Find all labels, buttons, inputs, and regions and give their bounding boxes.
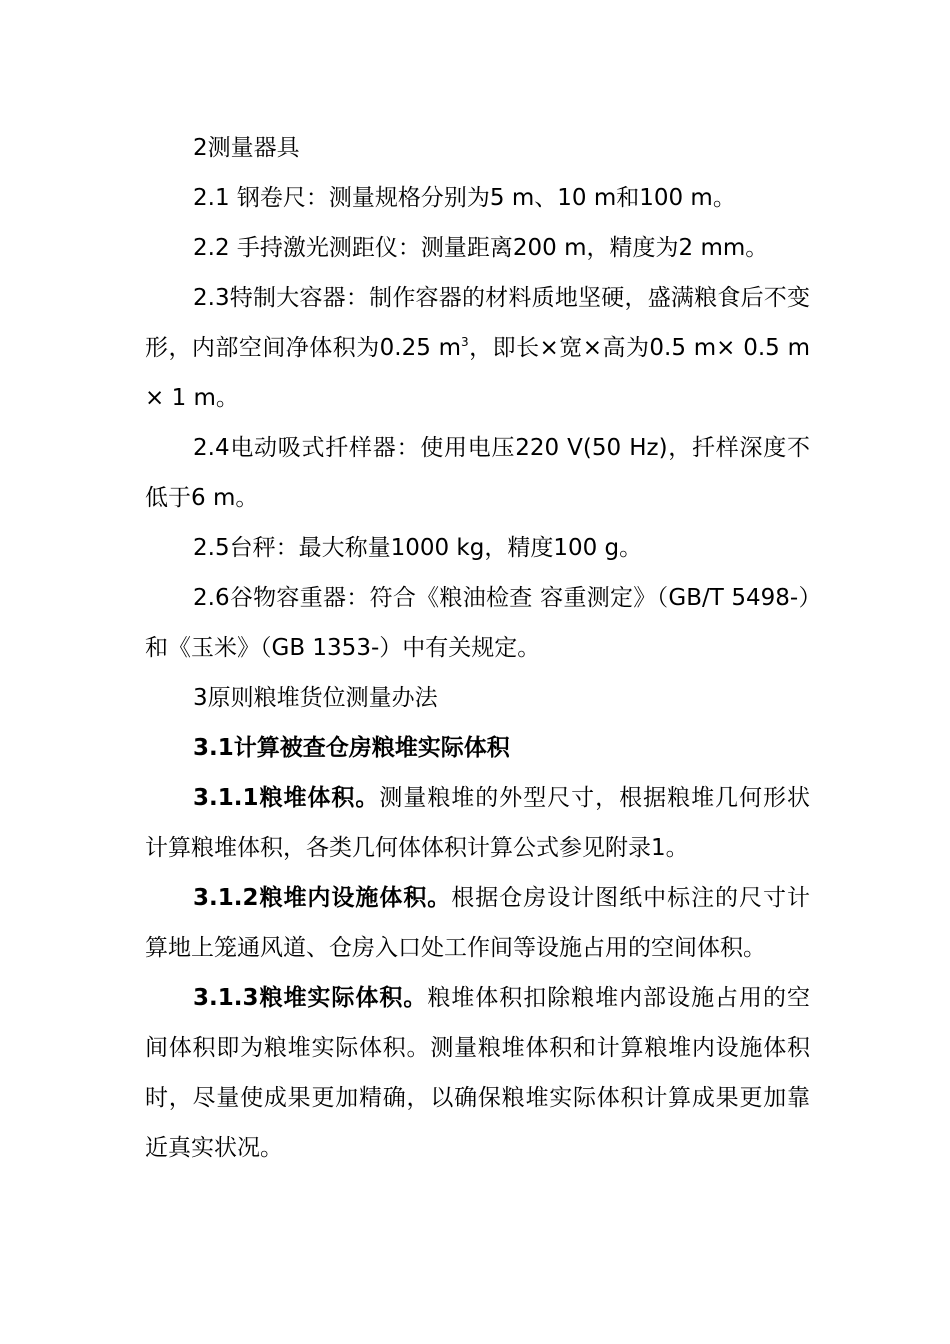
item-3-1-2-body: 根据仓房设计图纸中标注的尺寸计算地上笼通风道、仓房入口处工作间等设施占用的空间体积。 xyxy=(145,885,810,961)
item-3-1-1 xyxy=(145,773,810,873)
item-3-1-2-title: 3.1.2粮堆内设施体积。 xyxy=(193,885,452,911)
item-3-1-3-title: 3.1.3粮堆实际体积。 xyxy=(193,985,428,1011)
section-3-1-heading: 3.1计算被查仓房粮堆实际体积 xyxy=(193,735,510,761)
item-3-1-2 xyxy=(145,873,810,973)
section-2-heading: 2测量器具 xyxy=(193,135,300,161)
section-3-heading: 3原则粮堆货位测量办法 xyxy=(193,685,438,711)
item-3-1-3-body: 粮堆体积扣除粮堆内部设施占用的空间体积即为粮堆实际体积。测量粮堆体积和计算粮堆内设施体积时，尽量使成果更加精确，以确保粮堆实际体积计算成果更加靠近真实状况。 xyxy=(145,985,810,1161)
item-2-3-text-b: ，即长×宽×高为0.5 m× 0.5 m× 1 m。 xyxy=(145,335,810,411)
item-3-1-1-title: 3.1.1粮堆体积。 xyxy=(193,785,380,811)
item-2-6: 2.6谷物容重器：符合《粮油检查 容重测定》（GB/T 5498-）和《玉米》（GB 1353-）中有关规定。 xyxy=(145,585,810,661)
item-2-3-text-a: 2.3特制大容器：制作容器的材料质地坚硬，盛满粮食后不变形，内部空间净体积为0.25 m xyxy=(145,285,810,361)
item-2-2: 2.2 手持激光测距仪：测量距离200 m，精度为2 mm。 xyxy=(193,235,769,261)
item-2-1: 2.1 钢卷尺：测量规格分别为5 m、10 m和100 m。 xyxy=(193,185,736,211)
item-3-1-1-body: 测量粮堆的外型尺寸，根据粮堆几何形状计算粮堆体积，各类几何体体积计算公式参见附录1。 xyxy=(145,785,810,861)
item-3-1-3 xyxy=(145,973,810,1173)
item-2-5: 2.5台秤：最大称量1000 kg，精度100 g。 xyxy=(193,535,643,561)
item-2-4: 2.4电动吸式扦样器：使用电压220 V(50 Hz)，扦样深度不低于6 m。 xyxy=(145,435,810,511)
document-page xyxy=(145,123,810,1173)
item-2-3 xyxy=(145,273,810,423)
item-2-3-superscript: 3 xyxy=(461,335,469,349)
